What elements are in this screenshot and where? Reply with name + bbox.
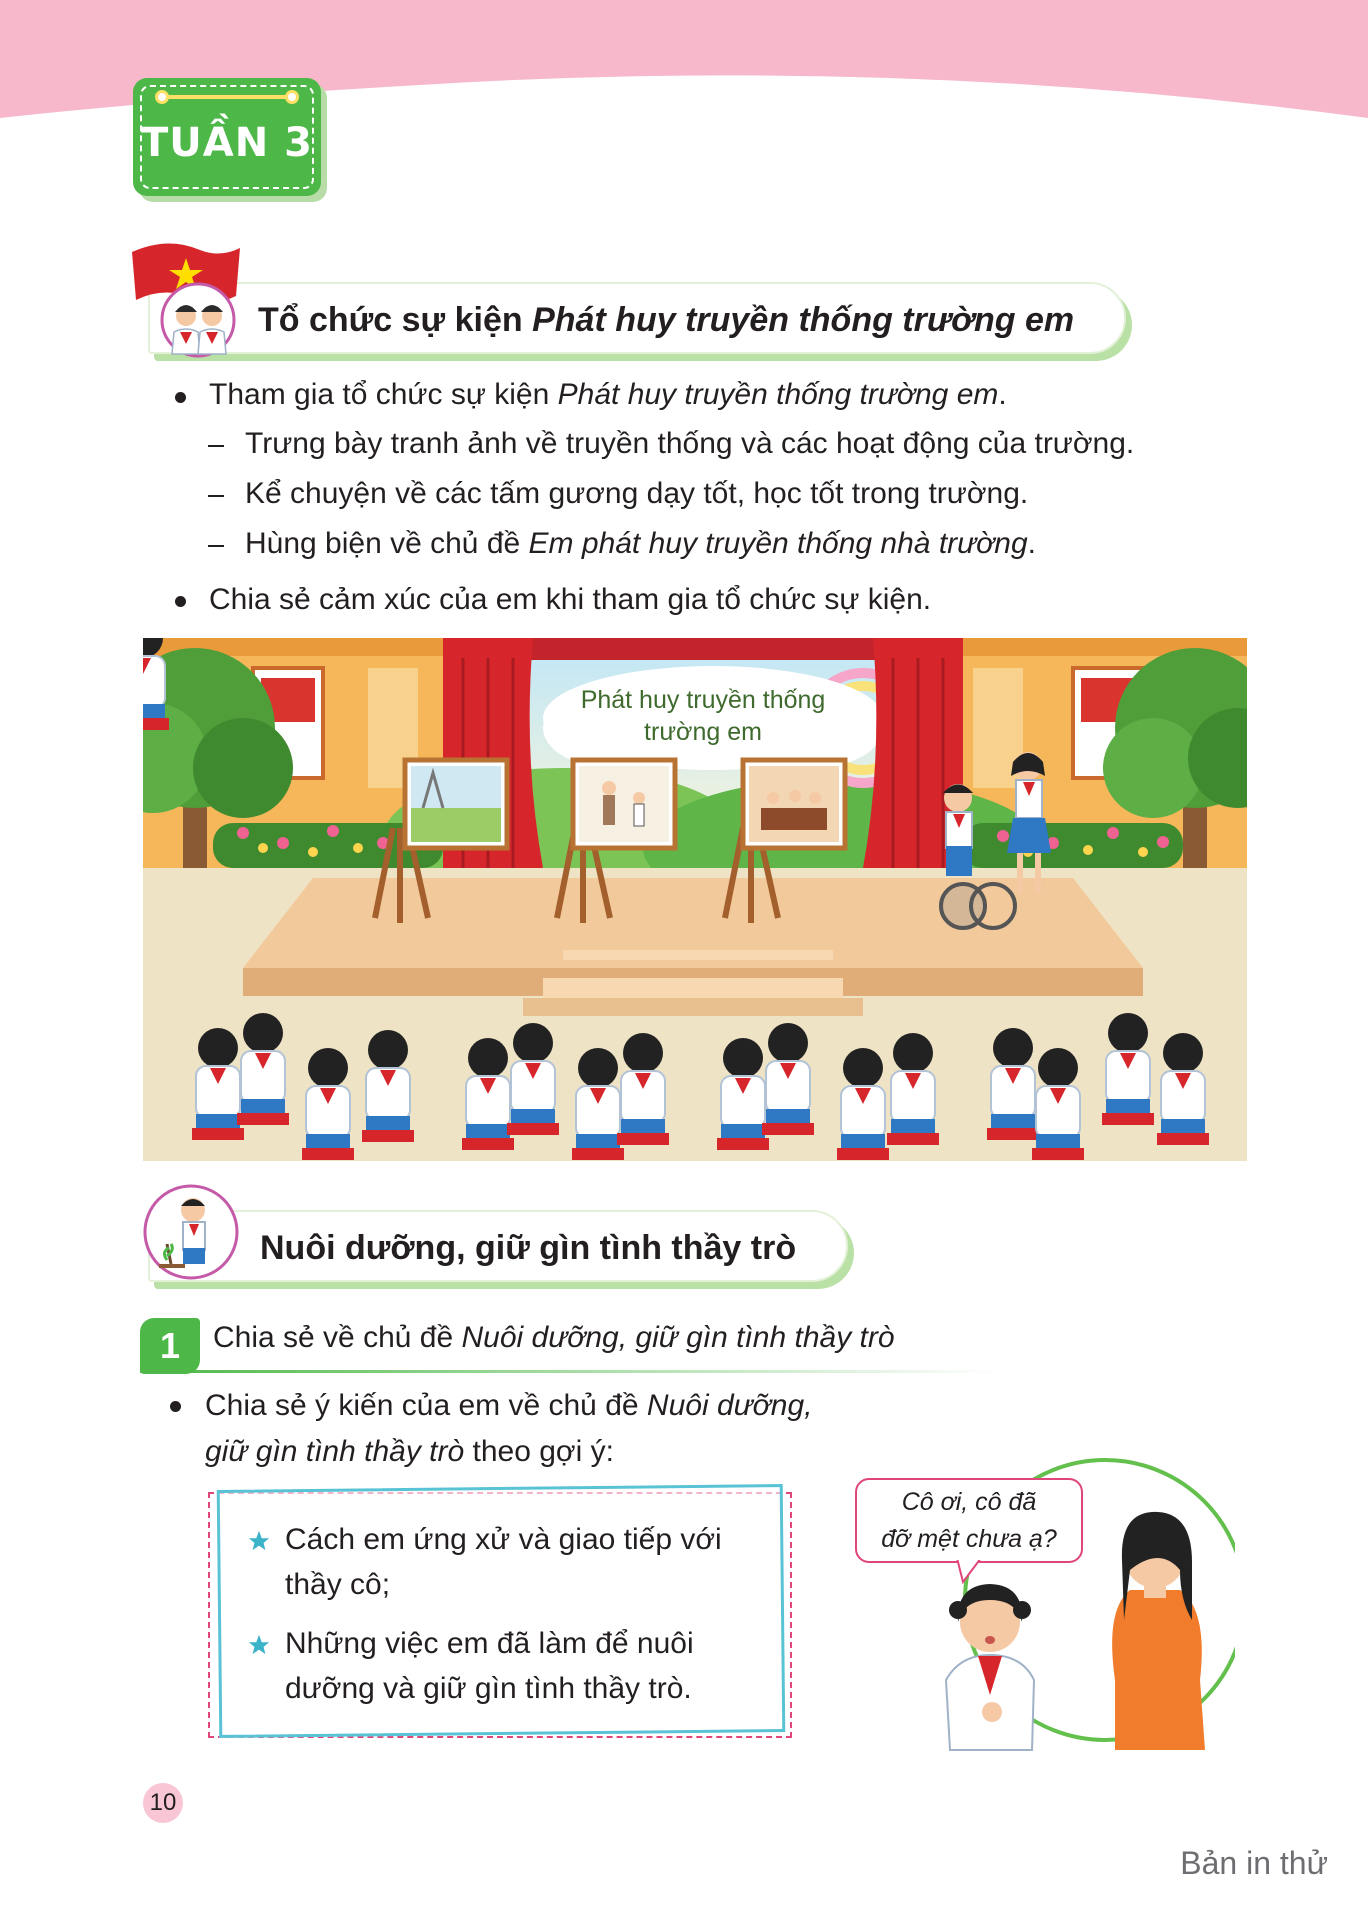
list-item: Tham gia tổ chức sự kiện Phát huy truyền thống trường em. bbox=[209, 378, 1007, 411]
sub-list-item: Trưng bày tranh ảnh về truyền thống và các hoạt động của trường. bbox=[245, 427, 1135, 460]
speech-line1: Cô ơi, cô đã bbox=[901, 1488, 1037, 1516]
activity-number: 1 bbox=[140, 1318, 200, 1374]
school-event-illustration bbox=[143, 638, 1247, 1161]
activity-underline bbox=[140, 1370, 1000, 1373]
section-heading-teacher-student bbox=[148, 1210, 848, 1282]
speech-line2: đỡ mệt chưa ạ? bbox=[881, 1525, 1057, 1553]
dash bbox=[208, 495, 224, 497]
bullet bbox=[170, 1401, 181, 1412]
section-title-event: Tổ chức sự kiện Phát huy truyền thống trường em bbox=[258, 301, 1075, 339]
week-label: TUẦN 3 bbox=[141, 120, 313, 166]
hint-2-line2: dưỡng và giữ gìn tình thầy trò. bbox=[285, 1672, 692, 1705]
section-title-teacher-student: Nuôi dưỡng, giữ gìn tình thầy trò bbox=[260, 1229, 797, 1267]
sub-list-item: Kể chuyện về các tấm gương dạy tốt, học tốt trong trường. bbox=[245, 477, 1029, 510]
activity-instruction-line2: giữ gìn tình thầy trò theo gợi ý: bbox=[205, 1435, 614, 1468]
star-icon bbox=[248, 1530, 270, 1552]
week-badge bbox=[133, 78, 321, 196]
list-item: Chia sẻ cảm xúc của em khi tham gia tổ chức sự kiện. bbox=[209, 583, 932, 616]
dash bbox=[208, 545, 224, 547]
dash bbox=[208, 445, 224, 447]
speech-bubble bbox=[855, 1478, 1083, 1563]
bullet bbox=[175, 392, 186, 403]
draft-notice: Bản in thử bbox=[1180, 1845, 1328, 1881]
hint-2-line1: Những việc em đã làm để nuôi bbox=[285, 1627, 694, 1660]
page-number: 10 bbox=[143, 1783, 183, 1823]
hint-1-line2: thầy cô; bbox=[285, 1568, 391, 1601]
pioneer-flag-icon bbox=[128, 240, 243, 360]
sub-list-item: Hùng biện về chủ đề Em phát huy truyền thống nhà trường. bbox=[245, 527, 1037, 560]
star-icon bbox=[248, 1634, 270, 1656]
activity-instruction-line1: Chia sẻ ý kiến của em về chủ đề Nuôi dưỡng, bbox=[205, 1389, 813, 1422]
hint-1-line1: Cách em ứng xử và giao tiếp với bbox=[285, 1523, 722, 1556]
planting-boy-icon bbox=[141, 1182, 241, 1282]
stage-banner-line2: trường em bbox=[644, 718, 762, 746]
section-heading-event bbox=[148, 282, 1126, 354]
speech-bubble-tail bbox=[955, 1558, 985, 1584]
activity-title: Chia sẻ về chủ đề Nuôi dưỡng, giữ gìn tình thầy trò bbox=[213, 1321, 895, 1354]
bullet bbox=[175, 596, 186, 607]
stage-banner-line1: Phát huy truyền thống bbox=[580, 686, 826, 714]
